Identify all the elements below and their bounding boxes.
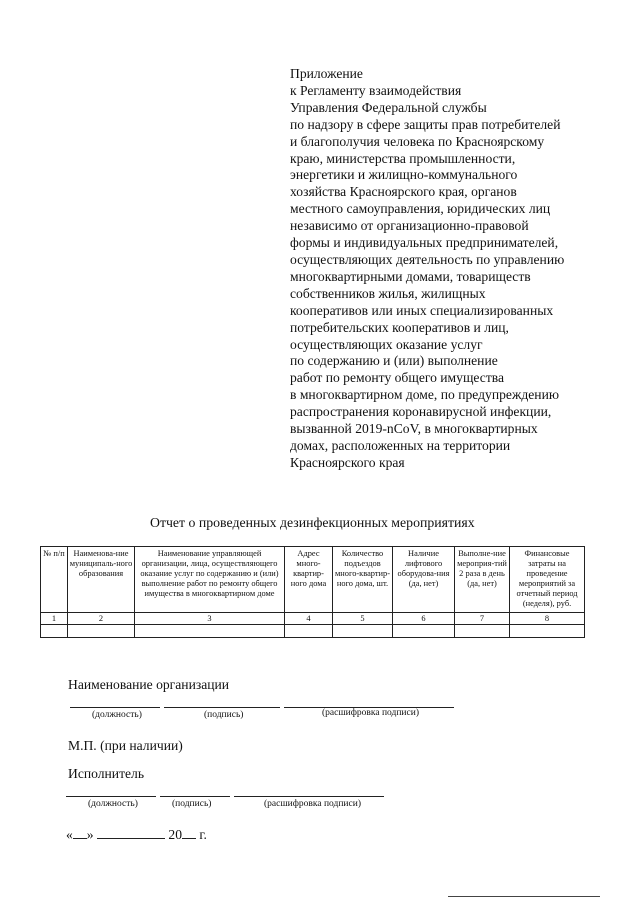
executor-decoding-line[interactable] [234,796,384,797]
empty-cell[interactable] [333,624,393,637]
executor-label: Исполнитель [68,766,145,781]
appendix-line: распространения коронавирусной инфекции, [290,404,552,420]
column-number: 8 [510,612,585,624]
month-field[interactable] [97,826,165,839]
report-title: Отчет о проведенных дезинфекционных мероприятиях [150,515,475,530]
table-header-row [41,547,585,613]
column-header-twice-daily: Выполне-ние мероприя-тий 2 раза в день (да, нет) [455,547,510,613]
stamp-label: М.П. (при наличии) [68,738,183,753]
executor-signature-line[interactable] [160,796,230,797]
column-number: 2 [68,612,135,624]
appendix-line: местного самоуправления, юридических лиц [290,201,551,217]
appendix-line: в многоквартирном доме, по предупреждению [290,387,559,403]
appendix-line: к Регламенту взаимодействия [290,82,462,98]
year-field[interactable] [182,826,196,839]
appendix-line: формы и индивидуальных предпринимателей, [290,235,559,251]
signature-line[interactable] [164,707,280,708]
appendix-line: Красноярского края [290,454,405,470]
appendix-line: Приложение [290,66,363,81]
column-number: 3 [135,612,285,624]
empty-cell[interactable] [455,624,510,637]
table-empty-row [41,624,585,637]
column-header-costs: Финансовые затраты на проведение мероприятий за отчетный период (неделя), руб. [510,547,585,613]
organization-name-label: Наименование организации [68,677,230,692]
empty-cell[interactable] [510,624,585,637]
appendix-line: собственников жилья, жилищных [290,285,486,301]
executor-signature-caption: (подпись) [172,799,212,809]
day-field[interactable] [73,826,87,839]
appendix-line: хозяйства Красноярского края, органов [290,184,517,200]
column-number: 7 [455,612,510,624]
empty-cell[interactable] [393,624,455,637]
appendix-line: Управления Федеральной службы [290,99,487,115]
column-number: 6 [393,612,455,624]
date-line [66,826,207,843]
column-header-organization: Наименование управляющей организации, лица, осуществляющего оказание услуг по содержанию и (или) выполнение работ по ремонту общего имущества в многоквартирном доме [135,547,285,613]
column-header-municipality: Наименова-ние муниципаль-ного образования [68,547,135,613]
column-header-entrances: Количество подъездов много-квартир-ного дома, шт. [333,547,393,613]
empty-cell[interactable] [68,624,135,637]
executor-position-line[interactable] [66,796,156,797]
appendix-line: по надзору в сфере защиты прав потребителей [290,116,561,132]
year-suffix: г. [199,827,207,842]
column-header-number: № п/п [41,547,68,613]
close-quote: » [86,827,94,842]
table-column-number-row [41,612,585,624]
appendix-line: энергетики и жилищно-коммунального [290,167,518,183]
position-line[interactable] [70,707,160,708]
appendix-line: домах, расположенных на территории [290,437,511,453]
column-header-elevator: Наличие лифтового оборудова-ния (да, нет) [393,547,455,613]
appendix-line: вызванной 2019-nCoV, в многоквартирных [290,421,538,437]
appendix-line: по содержанию и (или) выполнение [290,353,498,369]
appendix-line: независимо от организационно-правовой [290,218,529,234]
appendix-line: многоквартирными домами, товариществ [290,268,531,284]
executor-position-caption: (должность) [88,799,138,809]
open-quote: « [66,827,73,842]
executor-decoding-caption: (расшифровка подписи) [264,799,361,809]
appendix-line: кооперативов или иных специализированных [290,302,554,318]
column-number: 1 [41,612,68,624]
appendix-header [290,66,630,472]
empty-cell[interactable] [285,624,333,637]
bottom-divider [448,896,600,897]
empty-cell[interactable] [41,624,68,637]
appendix-line: работ по ремонту общего имущества [290,370,505,386]
report-table [40,546,585,638]
empty-cell[interactable] [135,624,285,637]
appendix-line: и благополучия человека по Красноярскому [290,133,545,149]
appendix-line: краю, министерства промышленности, [290,150,516,166]
appendix-line: потребительских кооперативов и лиц, [290,319,509,335]
column-header-address: Адрес много-квартир-ного дома [285,547,333,613]
column-number: 5 [333,612,393,624]
position-caption: (должность) [92,710,142,720]
column-number: 4 [285,612,333,624]
signature-caption: (подпись) [204,710,244,720]
decoding-caption: (расшифровка подписи) [322,708,419,718]
appendix-line: осуществляющих деятельность по управлению [290,251,565,267]
year-century: 20 [168,827,182,842]
appendix-line: осуществляющих оказание услуг [290,336,483,352]
